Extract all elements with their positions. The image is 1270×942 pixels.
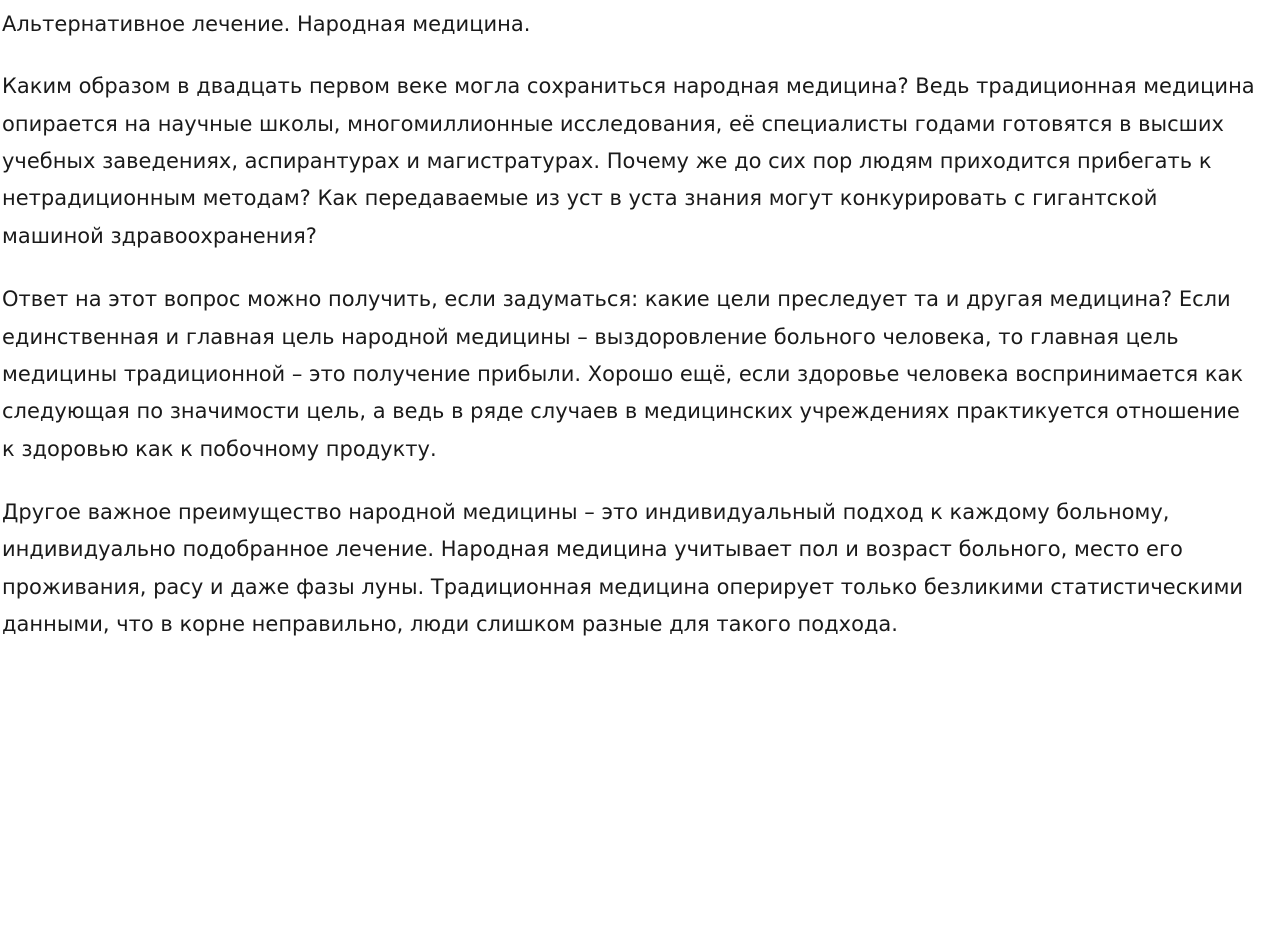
- paragraph-1: Каким образом в двадцать первом веке могла сохраниться народная медицина? Ведь традиционная медицина опирается на научные школы, многомиллионные исследования, её специалисты годами готовятся в высших учебных заведениях, аспирантурах и магистратурах. Почему же до сих пор людям приходится прибегать к нетрадиционным методам? Как передаваемые из уст в уста знания могут конкурировать с гигантской машиной здравоохранения?: [2, 74, 1255, 248]
- paragraph-2: Ответ на этот вопрос можно получить, если задуматься: какие цели преследует та и другая медицина? Если единственная и главная цель народной медицины – выздоровление больного человека, то главная цель медицины традиционной – это получение прибыли. Хорошо ещё, если здоровье человека воспринимается как следующая по значимости цель, а ведь в ряде случаев в медицинских учреждениях практикуется отношение к здоровью как к побочному продукту.: [2, 287, 1244, 461]
- paragraph-3: Другое важное преимущество народной медицины – это индивидуальный подход к каждому больному, индивидуально подобранное лечение. Народная медицина учитывает пол и возраст больного, место его проживания, расу и даже фазы луны. Традиционная медицина оперирует только безликими статистическими данными, что в корне неправильно, люди слишком разные для такого подхода.: [2, 500, 1244, 637]
- page-title: Альтернативное лечение. Народная медицина.: [2, 12, 531, 36]
